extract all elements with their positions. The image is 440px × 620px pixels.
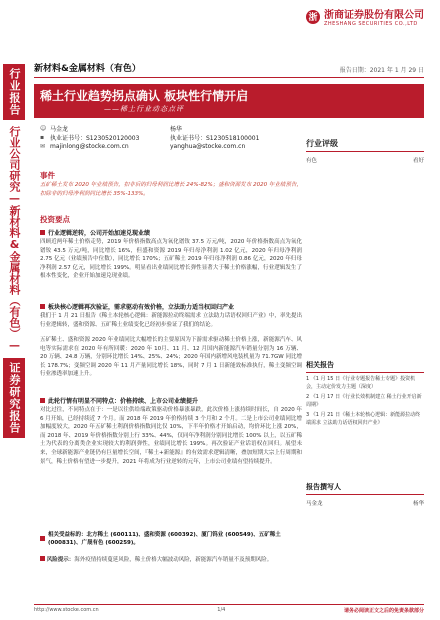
author-cert: 执业证书号：S1230518100001 — [170, 135, 260, 142]
author-name: 杨华 — [170, 126, 183, 133]
author-cert: 执业证书号：S1230520120003 — [50, 135, 140, 142]
rating-sector: 有色 — [306, 158, 318, 164]
title-banner — [34, 84, 424, 118]
bullet-square-icon — [40, 230, 45, 235]
side-middle-label: 行业公司研究—新材料&金属材料（有色）— — [8, 126, 21, 352]
sector-label: 新材料&金属材料（有色） — [34, 64, 141, 74]
related-item[interactable]: 3 《1 月 21 日《稀土本轮核心逻辑：新能源拉动终端需求 立法助力话语权回归产业》 — [306, 412, 421, 426]
header-bar — [34, 61, 424, 78]
logo-icon: 浙 — [306, 10, 320, 24]
side-bottom-label: 证券研究报告 — [3, 358, 25, 438]
bullet-3: 此轮行情有明显不同特点：价格持续、上市公司业绩提升 — [40, 396, 302, 405]
report-date: 报告日期：2021 年 1 月 29 日 — [339, 67, 424, 74]
person-icon: ☺ — [40, 125, 47, 132]
paragraph-3: 五矿稀土、盛和资源 2020 年业绩同比大幅增长的主要原因为下游需求驱动稀土价格上涨，新能源汽车、风电等实际需求在 2020 年有所回暖：2020 年 10月、11 月、12 月国内新能源汽车销量分别为 16 万辆、20 万辆、24.8 万辆，分别环比增长 14%、25%、24%；2020 年国内新增风电装机量为 71.7GW 同比增长 178.7%；变频空调 2020 年 11 月产量同比增长 18%，同时 7 月 1 日新能效标准执行，稀土变频空调行业渗透率加速上升。 — [40, 337, 302, 378]
contacts-block — [306, 482, 424, 507]
rating-value: 看好 — [412, 158, 424, 164]
author-email[interactable]: majinlong@stocke.com.cn — [50, 143, 129, 150]
page-footer — [34, 604, 424, 614]
disclaimer-note: 请务必阅读正文之后的免责条款部分 — [343, 608, 424, 614]
paragraph-4: 对比过往，不同特点在于：一是以往供给端政策驱动价格暴涨暴跌，此次价格上涨持续时间长，自 2020 年 6 月开始，已经持续近 7 个月。而 2018 年 2019 年价格持续 3 个月和 2 个月。二是上市公司业绩同比增加幅度较大，2020 年五矿稀土利润价格指数同比仅 10%，下半年价格才开始启动，均价环比上涨 20%，而 2018 年、2019 年价格指数分别上行 33%、44%，仅同年净利润分别同比增长 100% 以上，以五矿稀土为代表的分离类企业实现较大的利润弹性，业绩同比增长 199%。再次验证产业话语权在回归。展望未来，全球新能源产业链仍有巨量增长空间，『稀土+新能源』的有效需求逻辑清晰，叠加短期大宗上行周期和景气，稀土价格有望进一步提升，2021 年将成为行业逆转的元年，上市公司业绩有望持续提升。 — [40, 407, 302, 465]
rating-box — [306, 138, 424, 164]
contacts-title: 报告撰写人 — [306, 482, 424, 495]
logo-name-cn: 浙商证券股份有限公司 — [324, 10, 424, 21]
bullet-4: 相关受益标的：北方稀土 (600111)、盛和资源 (600392)、厦门钨业 (600549)、五矿稀土 (000831)、广晟有色 (600259)。 — [40, 530, 302, 546]
page-number: 1/4 — [217, 607, 226, 613]
bullet-square-icon — [40, 398, 45, 403]
risk-text: 海外疫情持续蔓延风险，稀土价格大幅波动风险，新能源汽车销量不及预期风险。 — [74, 557, 273, 563]
contact-name: 杨华 — [412, 501, 424, 507]
rating-title: 行业评级 — [306, 138, 424, 152]
side-rail — [0, 64, 28, 438]
risk-label: 风险提示： — [46, 557, 75, 563]
side-top-label: 行业报告 — [3, 64, 25, 120]
related-item[interactable]: 1 《1 月 15 日《行业专题报告稀土专题》投资机会，主动定价发力主题（深度） — [306, 376, 416, 390]
event-text: 五矿稀土发布 2020 年业绩预告，扣非后的归母利润比增长 24%-82%；盛和资源发布 2020 年业绩预告，扣除非的归母净利润同比增长 35%-133%。 — [40, 182, 302, 197]
authors-block — [40, 124, 310, 151]
bullet-2: 板块核心逻辑再次验证，需求驱动有效价格，立法助力适当权回归产业 — [40, 302, 302, 311]
event-title: 事件 — [40, 171, 55, 180]
bullet-square-icon — [40, 536, 45, 541]
brand-logo — [306, 6, 424, 27]
report-title: 稀土行业趋势拐点确认 板块性行情开启 — [40, 89, 249, 103]
related-reports — [306, 360, 424, 427]
related-title: 相关报告 — [306, 360, 424, 373]
bullet-1: 行业逻辑逆转，公司开始加速兑现业绩 — [40, 228, 302, 237]
author-name: 马金龙 — [50, 126, 69, 133]
logo-name-en: ZHESHANG SECURITIES CO.,LTD — [324, 21, 418, 27]
risk-note — [40, 556, 302, 565]
contact-name: 马金龙 — [306, 501, 323, 507]
id-icon: ▪ — [40, 134, 45, 141]
highlights-title: 投资要点 — [40, 215, 70, 224]
author-email[interactable]: yanghua@stocke.com.cn — [170, 143, 246, 150]
footer-url[interactable]: http://www.stocke.com.cn — [34, 607, 99, 613]
bullet-square-icon — [40, 304, 45, 309]
paragraph-1: 四顾近两年稀土价格走势，2019 年价格指数高点为氧化镨钕 37.5 万元/吨，2020 年价格指数高点为氧化镨钕 43.5 万元/吨，同比增长 16%，但盛和资源 2019 年归母净利润 1.02 亿元，2020 年归母净利润 2.75 亿元（业绩预告中位数），同比增长 170%；五矿稀土 2019 年归母净利润 0.86 亿元，2020 年归母净利润 2.57 亿元，同比增长 199%。明显看出业绩同比增长弹性显著大于稀土价格涨幅，行业逻辑发生了根本性变化，企业开始加速兑现业绩。 — [40, 239, 302, 280]
paragraph-2: 我们于 1 月 21 日报告《稀土本轮核心逻辑：新能源拉动终端需求 立法助力话语权回归产业》中，率先提出行业逻辑转，盛和资源、五矿稀土业绩变化已经初步验证了我们的结论。 — [40, 313, 302, 328]
report-subtitle: ——稀土行业动态点评 — [104, 105, 184, 113]
related-item[interactable]: 2 《1 月 17 日《行业长效机制建立 稀土行业开启新周期》 — [306, 394, 422, 408]
email-icon: ✉ — [40, 143, 46, 150]
bullet-square-icon — [40, 556, 45, 561]
